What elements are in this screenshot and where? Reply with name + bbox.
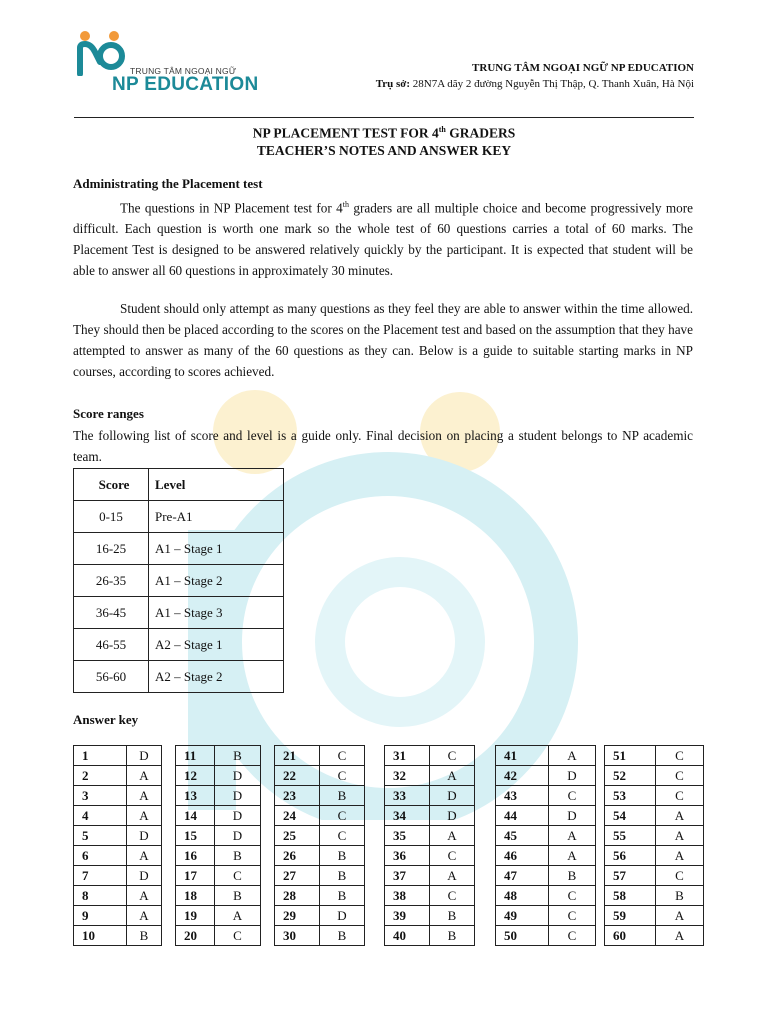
answer-letter: C (656, 766, 704, 786)
question-number: 8 (74, 886, 127, 906)
answer-row (385, 866, 475, 886)
answer-letter: C (549, 786, 596, 806)
answer-row (496, 766, 596, 786)
score-table-row (74, 533, 284, 565)
question-number: 37 (385, 866, 430, 886)
answer-row (385, 926, 475, 946)
answer-letter: A (127, 886, 162, 906)
answer-letter: A (127, 846, 162, 866)
question-number: 44 (496, 806, 549, 826)
answer-row (176, 926, 261, 946)
answer-letter: C (656, 866, 704, 886)
answer-letter: C (320, 746, 365, 766)
question-number: 29 (275, 906, 320, 926)
question-number: 18 (176, 886, 215, 906)
answer-letter: D (127, 826, 162, 846)
question-number: 10 (74, 926, 127, 946)
answer-letter: B (430, 906, 475, 926)
answer-row (605, 826, 704, 846)
title-line-1-sup: th (438, 125, 446, 134)
answer-letter: C (320, 806, 365, 826)
answer-letter: A (656, 926, 704, 946)
np-education-logo (74, 30, 264, 100)
question-number: 33 (385, 786, 430, 806)
score-range-cell: 16-25 (74, 533, 149, 565)
question-number: 28 (275, 886, 320, 906)
answer-row (385, 906, 475, 926)
score-table-header-row (74, 469, 284, 501)
level-column-header: Level (149, 469, 284, 501)
title-line-1-text: NP PLACEMENT TEST FOR 4 (252, 125, 439, 141)
answer-row (275, 866, 365, 886)
answer-row (496, 826, 596, 846)
admin-p1-start: The questions in NP Placement test for 4 (120, 200, 343, 216)
question-number: 48 (496, 886, 549, 906)
answer-letter: B (215, 886, 261, 906)
header-center-info (376, 60, 694, 92)
answer-row (385, 806, 475, 826)
question-number: 23 (275, 786, 320, 806)
answer-row (176, 886, 261, 906)
question-number: 13 (176, 786, 215, 806)
answer-row (605, 746, 704, 766)
answer-row (176, 906, 261, 926)
answer-row (74, 886, 162, 906)
answer-letter: A (430, 766, 475, 786)
answer-letter: C (549, 886, 596, 906)
admin-paragraph-2 (73, 298, 693, 382)
question-number: 3 (74, 786, 127, 806)
answer-letter: D (430, 806, 475, 826)
question-number: 24 (275, 806, 320, 826)
answer-row (385, 786, 475, 806)
answer-row (74, 826, 162, 846)
answer-row (385, 826, 475, 846)
answer-letter: D (215, 786, 261, 806)
score-column-header: Score (74, 469, 149, 501)
question-number: 45 (496, 826, 549, 846)
level-cell: A1 – Stage 2 (149, 565, 284, 597)
question-number: 36 (385, 846, 430, 866)
answer-row (605, 786, 704, 806)
question-number: 53 (605, 786, 656, 806)
answer-row (176, 826, 261, 846)
answer-row (496, 786, 596, 806)
answer-key-block (604, 745, 704, 946)
answer-row (176, 746, 261, 766)
answer-key-block (274, 745, 365, 946)
answer-row (74, 866, 162, 886)
question-number: 25 (275, 826, 320, 846)
answer-row (496, 886, 596, 906)
answer-row (605, 906, 704, 926)
answer-row (275, 766, 365, 786)
answer-letter: A (549, 826, 596, 846)
question-number: 50 (496, 926, 549, 946)
question-number: 35 (385, 826, 430, 846)
level-cell: A2 – Stage 2 (149, 661, 284, 693)
address-text: 28N7A dãy 2 đường Nguyễn Thị Thập, Q. Thanh Xuân, Hà Nội (412, 78, 694, 90)
answer-row (74, 806, 162, 826)
question-number: 32 (385, 766, 430, 786)
answer-letter: B (320, 866, 365, 886)
question-number: 26 (275, 846, 320, 866)
address-label: Trụ sở: (375, 78, 410, 90)
question-number: 7 (74, 866, 127, 886)
answer-letter: B (215, 746, 261, 766)
answer-letter: A (656, 806, 704, 826)
admin-p2-text: Student should only attempt as many questions as they feel they are able to answer within the time allowed. They should then be placed according to the scores on the Placement test and based on the assumption that they have attempted to answer as many of the 60 questions as they can. Below is a guide to suitable starting marks in NP courses, according to scores achieved. (73, 301, 693, 379)
answer-key-heading: Answer key (73, 712, 139, 727)
answer-letter: B (320, 846, 365, 866)
answer-letter: A (430, 866, 475, 886)
question-number: 22 (275, 766, 320, 786)
answer-letter: B (320, 926, 365, 946)
question-number: 52 (605, 766, 656, 786)
answer-row (275, 826, 365, 846)
answer-letter: C (549, 926, 596, 946)
question-number: 6 (74, 846, 127, 866)
answer-row (74, 766, 162, 786)
question-number: 39 (385, 906, 430, 926)
question-number: 5 (74, 826, 127, 846)
answer-letter: A (549, 746, 596, 766)
question-number: 54 (605, 806, 656, 826)
question-number: 14 (176, 806, 215, 826)
answer-row (605, 846, 704, 866)
answer-key-block (495, 745, 596, 946)
answer-letter: A (127, 906, 162, 926)
logo-brand: NP EDUCATION (112, 74, 259, 95)
answer-letter: D (549, 806, 596, 826)
answer-letter: D (320, 906, 365, 926)
answer-letter: A (549, 846, 596, 866)
answer-letter: A (127, 806, 162, 826)
admin-p1-end: graders are all multiple choice and become progressively more difficult. Each question is worth one mark so the whole test of 60 questions carries a total of 60 marks. The Placement Test is designed to be answered relatively quickly by the participant. It is expected that student will be able to answer all 60 questions in approximately 30 minutes. (73, 200, 693, 279)
level-cell: A2 – Stage 1 (149, 629, 284, 661)
question-number: 42 (496, 766, 549, 786)
answer-row (605, 766, 704, 786)
question-number: 59 (605, 906, 656, 926)
question-number: 47 (496, 866, 549, 886)
answer-letter: A (656, 826, 704, 846)
answer-letter: C (215, 926, 261, 946)
answer-letter: D (127, 746, 162, 766)
title-line-1-end: GRADERS (445, 125, 516, 141)
score-range-cell: 0-15 (74, 501, 149, 533)
answer-row (74, 906, 162, 926)
document-title (0, 121, 768, 159)
answer-row (275, 746, 365, 766)
answer-letter: C (549, 906, 596, 926)
question-number: 58 (605, 886, 656, 906)
answer-row (275, 806, 365, 826)
answer-row (605, 886, 704, 906)
answer-letter: B (549, 866, 596, 886)
answer-row (605, 806, 704, 826)
score-range-cell: 46-55 (74, 629, 149, 661)
center-address (376, 76, 694, 92)
answer-row (275, 786, 365, 806)
question-number: 11 (176, 746, 215, 766)
score-table-row (74, 565, 284, 597)
answer-key-block (384, 745, 475, 946)
answer-row (74, 746, 162, 766)
answer-row (176, 806, 261, 826)
answer-key-block (73, 745, 162, 946)
question-number: 4 (74, 806, 127, 826)
answer-letter: C (320, 766, 365, 786)
question-number: 17 (176, 866, 215, 886)
answer-letter: C (656, 786, 704, 806)
answer-row (275, 926, 365, 946)
answer-row (176, 786, 261, 806)
question-number: 1 (74, 746, 127, 766)
answer-key-block (175, 745, 261, 946)
answer-letter: B (656, 886, 704, 906)
answer-row (74, 846, 162, 866)
answer-row (605, 866, 704, 886)
question-number: 31 (385, 746, 430, 766)
question-number: 12 (176, 766, 215, 786)
admin-p1-sup: th (342, 200, 349, 209)
answer-letter: B (215, 846, 261, 866)
answer-row (605, 926, 704, 946)
np-logo-mark-icon (74, 30, 134, 76)
answer-letter: A (656, 906, 704, 926)
answer-letter: C (320, 826, 365, 846)
answer-row (74, 926, 162, 946)
question-number: 41 (496, 746, 549, 766)
question-number: 2 (74, 766, 127, 786)
question-number: 51 (605, 746, 656, 766)
answer-letter: C (430, 886, 475, 906)
answer-row (74, 786, 162, 806)
answer-row (176, 866, 261, 886)
question-number: 43 (496, 786, 549, 806)
question-number: 20 (176, 926, 215, 946)
answer-letter: C (430, 746, 475, 766)
question-number: 9 (74, 906, 127, 926)
admin-paragraph-1 (73, 194, 693, 281)
answer-row (385, 766, 475, 786)
answer-letter: D (127, 866, 162, 886)
answer-row (496, 806, 596, 826)
header-divider (74, 117, 694, 118)
level-cell: Pre-A1 (149, 501, 284, 533)
question-number: 57 (605, 866, 656, 886)
question-number: 40 (385, 926, 430, 946)
answer-letter: C (215, 866, 261, 886)
score-table-row (74, 661, 284, 693)
answer-row (496, 846, 596, 866)
answer-letter: A (215, 906, 261, 926)
score-range-cell: 26-35 (74, 565, 149, 597)
answer-letter: B (430, 926, 475, 946)
answer-letter: D (215, 826, 261, 846)
level-cell: A1 – Stage 1 (149, 533, 284, 565)
question-number: 30 (275, 926, 320, 946)
answer-row (275, 846, 365, 866)
answer-letter: D (215, 806, 261, 826)
score-range-cell: 36-45 (74, 597, 149, 629)
question-number: 21 (275, 746, 320, 766)
center-name: TRUNG TÂM NGOẠI NGỮ NP EDUCATION (472, 62, 694, 74)
answer-letter: A (656, 846, 704, 866)
answer-letter: A (430, 826, 475, 846)
answer-letter: A (127, 786, 162, 806)
answer-letter: A (127, 766, 162, 786)
title-line-2: TEACHER’S NOTES AND ANSWER KEY (256, 142, 512, 158)
answer-row (496, 746, 596, 766)
question-number: 38 (385, 886, 430, 906)
answer-letter: C (430, 846, 475, 866)
answer-row (496, 906, 596, 926)
answer-letter: B (320, 786, 365, 806)
score-table-row (74, 501, 284, 533)
answer-letter: D (549, 766, 596, 786)
answer-letter: B (320, 886, 365, 906)
question-number: 56 (605, 846, 656, 866)
answer-row (176, 846, 261, 866)
admin-heading: Administrating the Placement test (73, 176, 263, 191)
level-cell: A1 – Stage 3 (149, 597, 284, 629)
answer-letter: D (215, 766, 261, 786)
score-ranges-heading: Score ranges (73, 406, 144, 421)
question-number: 27 (275, 866, 320, 886)
question-number: 49 (496, 906, 549, 926)
logo-tagline: TRUNG TÂM NGOẠI NGỮ (130, 66, 237, 76)
question-number: 15 (176, 826, 215, 846)
score-level-table (73, 468, 284, 693)
answer-row (275, 906, 365, 926)
answer-row (275, 886, 365, 906)
score-ranges-intro: The following list of score and level is a guide only. Final decision on placing a student belongs to NP academic team. (73, 428, 693, 464)
answer-row (176, 766, 261, 786)
question-number: 60 (605, 926, 656, 946)
answer-row (385, 846, 475, 866)
question-number: 16 (176, 846, 215, 866)
answer-letter: C (656, 746, 704, 766)
score-table-row (74, 629, 284, 661)
question-number: 46 (496, 846, 549, 866)
score-range-cell: 56-60 (74, 661, 149, 693)
answer-row (385, 746, 475, 766)
answer-row (496, 866, 596, 886)
title-line-1 (0, 121, 768, 142)
answer-row (385, 886, 475, 906)
answer-row (496, 926, 596, 946)
question-number: 55 (605, 826, 656, 846)
answer-letter: D (430, 786, 475, 806)
question-number: 19 (176, 906, 215, 926)
answer-letter: B (127, 926, 162, 946)
question-number: 34 (385, 806, 430, 826)
score-table-row (74, 597, 284, 629)
